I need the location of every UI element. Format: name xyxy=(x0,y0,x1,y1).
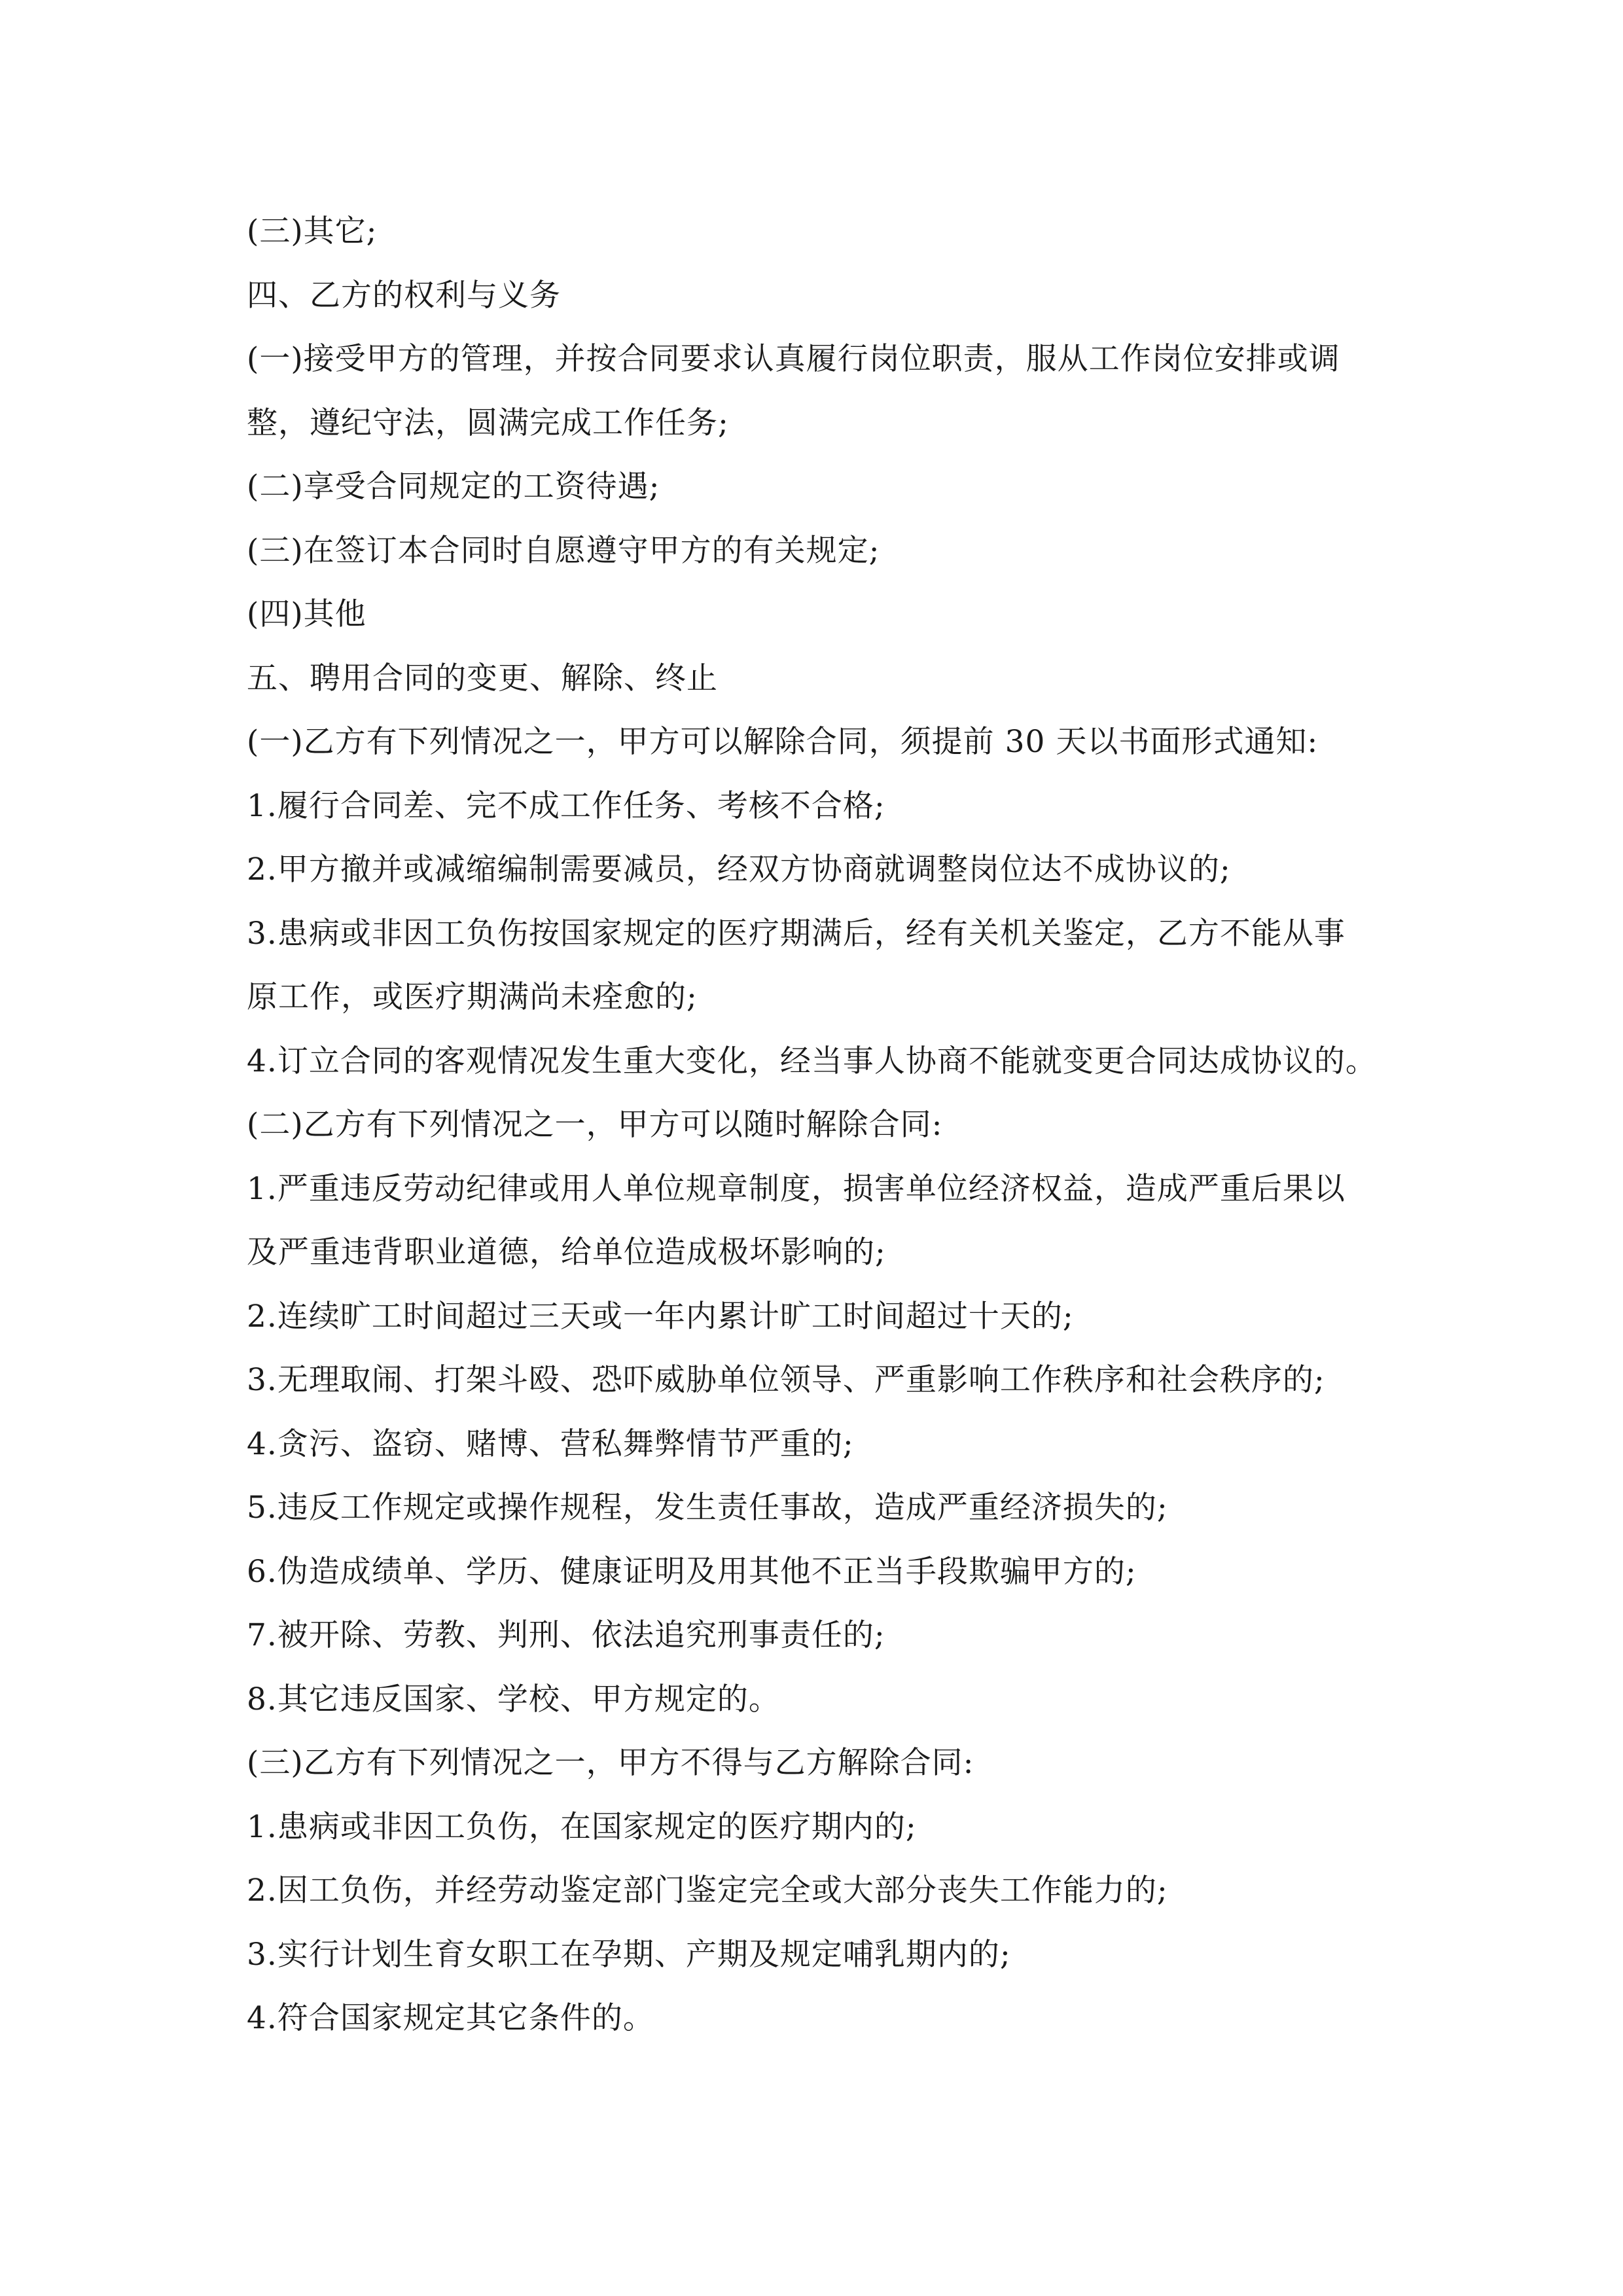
text-line: 2.甲方撤并或减缩编制需要减员，经双方协商就调整岗位达不成协议的; xyxy=(247,852,1231,888)
text-line: 3.实行计划生育女职工在孕期、产期及规定哺乳期内的; xyxy=(247,1936,1011,1973)
text-line: 5.违反工作规定或操作规程，发生责任事故，造成严重经济损失的; xyxy=(247,1490,1168,1526)
text-line: (三)在签订本合同时自愿遵守甲方的有关规定; xyxy=(247,532,880,569)
text-line: (二)乙方有下列情况之一，甲方可以随时解除合同: xyxy=(247,1107,943,1143)
text-line: 原工作，或医疗期满尚未痊愈的; xyxy=(247,979,698,1015)
text-line: 4.订立合同的客观情况发生重大变化，经当事人协商不能就变更合同达成协议的。 xyxy=(247,1043,1377,1079)
text-line: 3.患病或非因工负伤按国家规定的医疗期满后，经有关机关鉴定，乙方不能从事 xyxy=(247,915,1346,952)
text-line: 6.伪造成绩单、学历、健康证明及用其他不正当手段欺骗甲方的; xyxy=(247,1553,1137,1590)
text-line: 8.其它违反国家、学校、甲方规定的。 xyxy=(247,1681,780,1717)
text-line: 3.无理取闹、打架斗殴、恐吓威胁单位领导、严重影响工作秩序和社会秩序的; xyxy=(247,1362,1325,1398)
text-line: 2.连续旷工时间超过三天或一年内累计旷工时间超过十天的; xyxy=(247,1298,1074,1335)
text-line: (一)接受甲方的管理，并按合同要求认真履行岗位职责，服从工作岗位安排或调 xyxy=(247,341,1340,377)
text-line: 4.符合国家规定其它条件的。 xyxy=(247,2000,654,2036)
text-line: 1.严重违反劳动纪律或用人单位规章制度，损害单位经济权益，造成严重后果以 xyxy=(247,1170,1346,1207)
document-body xyxy=(247,200,1399,2051)
text-line: 及严重违背职业道德，给单位造成极坏影响的; xyxy=(247,1234,886,1270)
text-line: 1.履行合同差、完不成工作任务、考核不合格; xyxy=(247,787,885,824)
text-line: 1.患病或非因工负伤，在国家规定的医疗期内的; xyxy=(247,1808,917,1845)
text-line: (三)其它; xyxy=(247,213,378,249)
text-line: 整，遵纪守法，圆满完成工作任务; xyxy=(247,404,729,441)
section-heading: 五、聘用合同的变更、解除、终止 xyxy=(247,660,718,696)
text-line: (三)乙方有下列情况之一，甲方不得与乙方解除合同: xyxy=(247,1745,974,1781)
text-line: (二)享受合同规定的工资待遇; xyxy=(247,469,660,505)
text-line: (四)其他 xyxy=(247,596,366,632)
text-line: (一)乙方有下列情况之一，甲方可以解除合同，须提前 30 天以书面形式通知: xyxy=(247,724,1319,760)
section-heading: 四、乙方的权利与义务 xyxy=(247,277,561,314)
text-line: 7.被开除、劳教、判刑、依法追究刑事责任的; xyxy=(247,1617,885,1653)
text-line: 4.贪污、盗窃、赌博、营私舞弊情节严重的; xyxy=(247,1426,854,1462)
text-line: 2.因工负伤，并经劳动鉴定部门鉴定完全或大部分丧失工作能力的; xyxy=(247,1873,1168,1909)
